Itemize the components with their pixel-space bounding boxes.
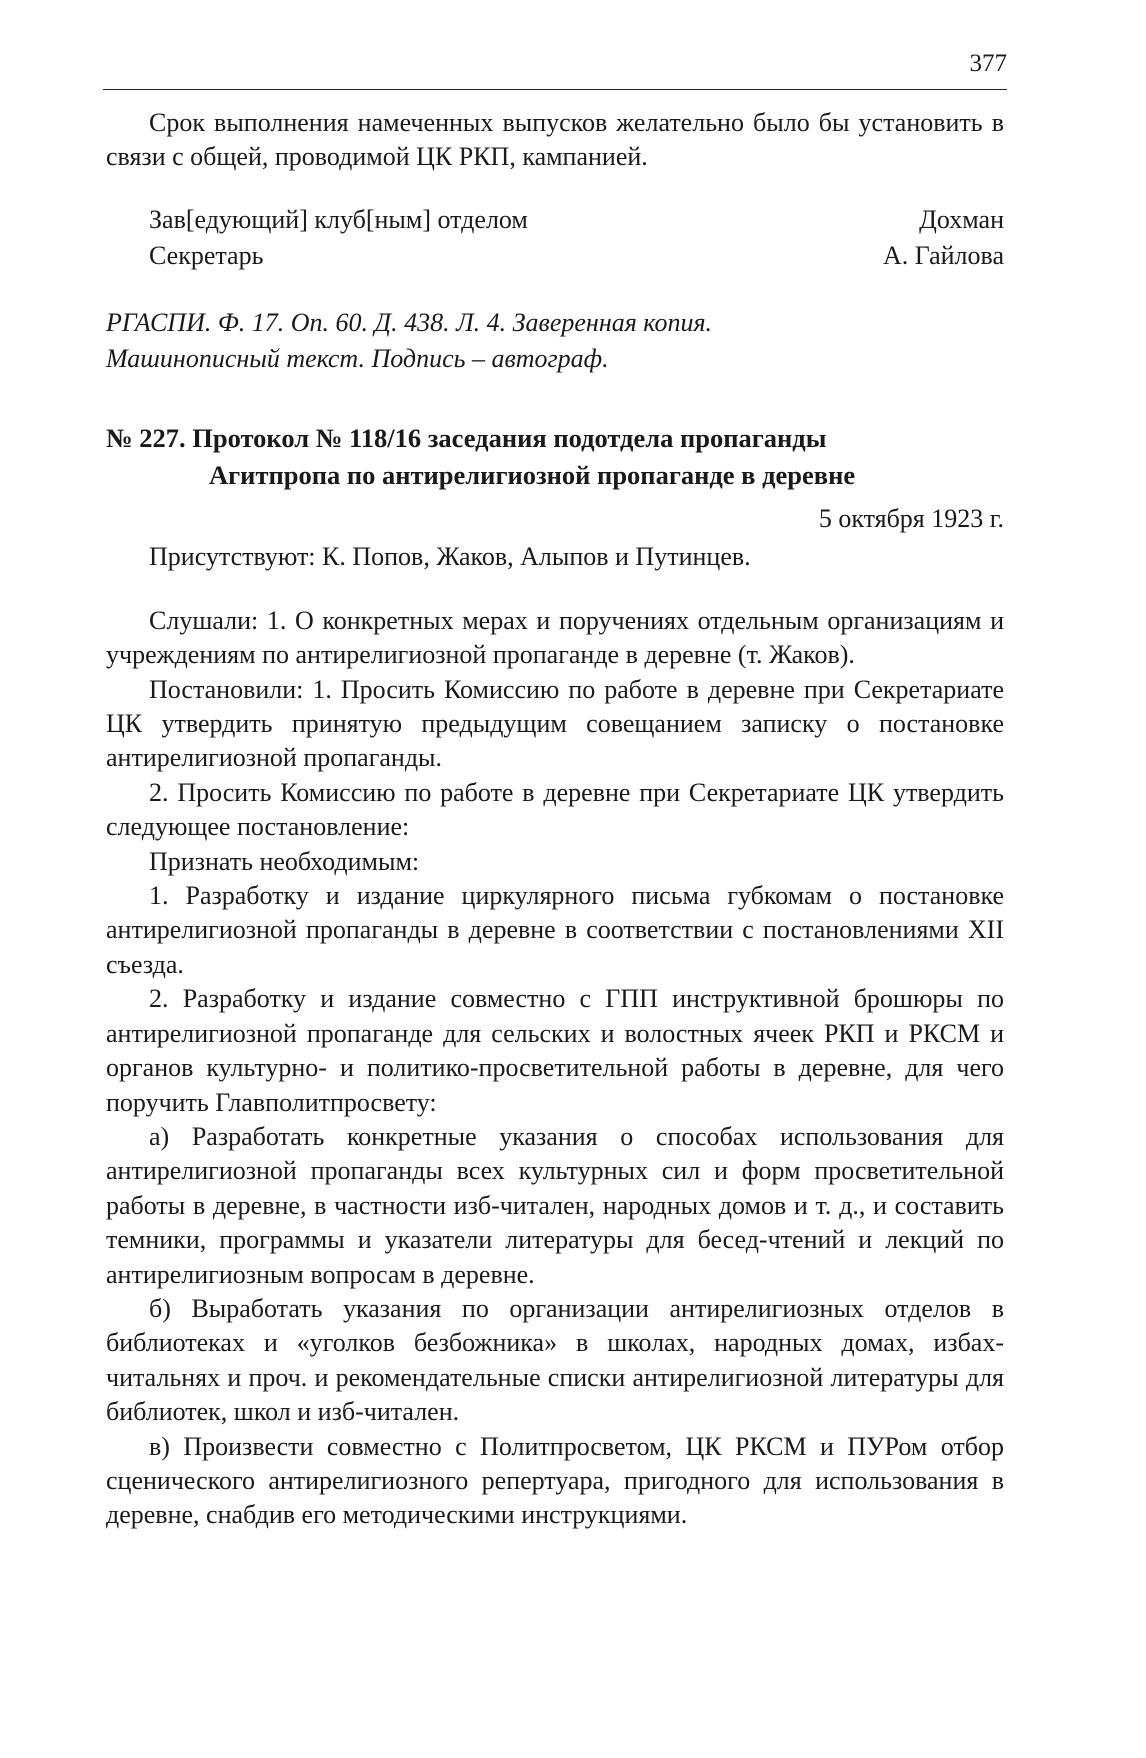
document-heading-line: Агитпропа по антирелигиозной пропаганде в деревне (209, 459, 856, 490)
attendees: Присутствуют: К. Попов, Жаков, Алыпов и Путинцев. (149, 541, 751, 571)
document-heading-line: № 227. Протокол № 118/16 заседания подотдела пропаганды (106, 422, 827, 453)
body-paragraph: б) Выработать указания по организации антирелигиозных отделов в библиотеках и «уголков безбожника» в школах, народных домах, избах-читальнях и проч. и рекомендательные списки антирелигиозной литературы для библиотек, школ и изб-читален. (106, 1293, 1004, 1427)
body-paragraph: 1. Разработку и издание циркулярного письма губкомам о постановке антирелигиозной пропаганды в деревне в соответствии с постановлениями XII съезда. (106, 881, 1004, 979)
body-paragraph: Слушали: 1. О конкретных мерах и поручениях отдельным организациям и учреждениям по антирелигиозной пропаганде в деревне (т. Жаков). (106, 605, 1004, 670)
document-body (106, 604, 1004, 1533)
signature-block (106, 202, 1004, 274)
document-heading (106, 420, 1004, 494)
body-paragraph: 2. Просить Комиссию по работе в деревне при Секретариате ЦК утвердить следующее постановление: (106, 777, 1004, 842)
archive-note-line: РГАСПИ. Ф. 17. Оп. 60. Д. 438. Л. 4. Заверенная копия. (106, 307, 713, 337)
body-paragraph: Признать необходимым: (149, 846, 420, 876)
header-rule (103, 89, 1007, 90)
archive-note-line: Машинописный текст. Подпись – автограф. (106, 343, 609, 373)
page-number: 377 (969, 50, 1007, 77)
body-paragraph: Постановили: 1. Просить Комиссию по работе в деревне при Секретариате ЦК утвердить принятую предыдущим совещанием записку о постановке антирелигиозной пропаганды. (106, 674, 1004, 773)
body-paragraph: 2. Разработку и издание совместно с ГПП инструктивной брошюры по антирелигиозной пропаганде для сельских и волостных ячеек РКП и РКСМ и органов культурно- и политико-просветительной работы в деревне, для чего поручить Главполитпросвету: (106, 984, 1004, 1117)
signature-role: Зав[едующий] клуб[ным] отделом (149, 204, 528, 234)
archive-note (106, 305, 1004, 377)
document-date: 5 октября 1923 г. (818, 503, 1004, 533)
signature-role: Секретарь (149, 240, 264, 270)
signature-name: А. Гайлова (882, 240, 1004, 270)
signature-row (106, 202, 1004, 238)
page-content (106, 106, 1004, 1533)
signature-row (106, 238, 1004, 274)
body-paragraph: в) Произвести совместно с Политпросветом, ЦК РКСМ и ПУРом отбор сценического антирелигиозного репертуара, пригодного для использования в деревне, снабдив его методическими инструкциями. (106, 1431, 1004, 1530)
intro-paragraph: Срок выполнения намеченных выпусков желательно было бы установить в связи с общей, проводимой ЦК РКП, кампанией. (106, 108, 1004, 172)
body-paragraph: а) Разработать конкретные указания о способах использования для антирелигиозной пропаганды всех культурных сил и форм просветительной работы в деревне, в частности изб-читален, народных домов и т. д., и составить темники, программы и указатели литературы для бесед-чтений и лекций по антирелигиозным вопросам в деревне. (106, 1121, 1004, 1289)
signature-name: Дохман (919, 204, 1004, 234)
